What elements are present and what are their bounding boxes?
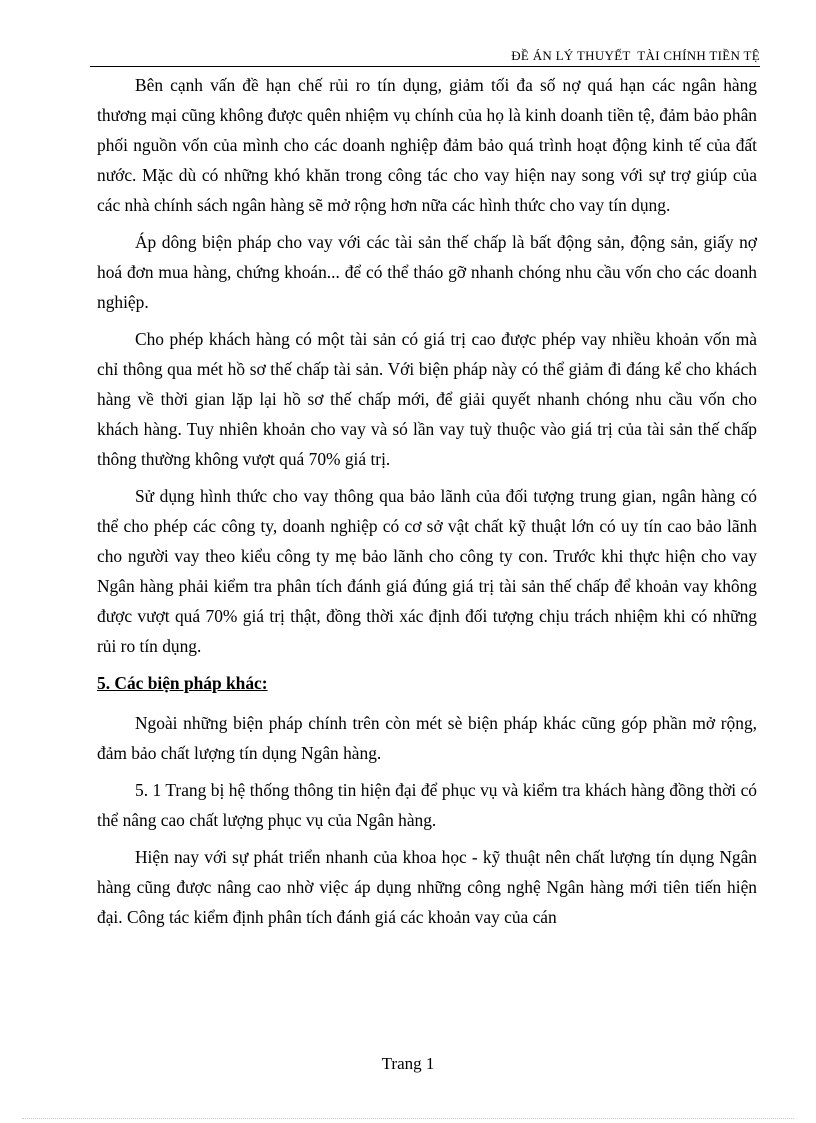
paragraph-other-measures: Ngoài những biện pháp chính trên còn mét sè biện pháp khác cũng góp phần mở rộng, đảm bảo chất lượng tín dụng Ngân hàng. [97, 713, 757, 763]
paragraph-information-system: 5. 1 Trang bị hệ thống thông tin hiện đại để phục vụ và kiểm tra khách hàng đồng thời có thể nâng cao chất lượng phục vụ của Ngân hàng. [97, 780, 757, 830]
paragraph-credit-expansion: Bên cạnh vấn đề hạn chế rủi ro tín dụng, giảm tối đa số nợ quá hạn các ngân hàng thương mại cũng không được quên nhiệm vụ chính của họ là kinh doanh tiền tệ, đảm bảo phân phối nguồn vốn của mình cho các doanh nghiệp đảm bảo quá trình hoạt động kinh tế của đất nước. Mặc dù có những khó khăn trong công tác cho vay hiện nay song với sự trợ giúp của các nhà chính sách ngân hàng sẽ mở rộng hơn nữa các hình thức cho vay tín dụng. [97, 75, 757, 215]
paragraph-technology: Hiện nay với sự phát triển nhanh của khoa học - kỹ thuật nên chất lượng tín dụng Ngân hàng cũng được nâng cao nhờ việc áp dụng những công nghệ Ngân hàng mới tiên tiến hiện đại. Công tác kiểm định phân tích đánh giá các khoản vay của cán [97, 847, 757, 927]
page-header [90, 46, 760, 67]
document-body [97, 70, 757, 939]
paragraph-single-mortgage: Cho phép khách hàng có một tài sản có giá trị cao được phép vay nhiều khoản vốn mà chỉ thông qua mét hồ sơ thế chấp tài sản. Với biện pháp này có thể giảm đi đáng kể cho khách hàng về thời gian lặp lại hồ sơ thế chấp mới, để giải quyết nhanh chóng nhu cầu vốn cho khách hàng. Tuy nhiên khoản cho vay và só lần vay tuỳ thuộc vào giá trị của tài sản thế chấp thông thường không vượt quá 70% giá trị. [97, 329, 757, 469]
page-bottom-divider [22, 1118, 794, 1119]
page-number: Trang 1 [381, 1054, 435, 1073]
document-title: ĐỀ ÁN LÝ THUYẾT TÀI CHÍNH TIỀN TỆ [511, 48, 760, 63]
section-heading: 5. Các biện pháp khác: [97, 673, 268, 693]
paragraph-collateral-loans: Áp dông biện pháp cho vay với các tài sản thế chấp là bất động sản, động sản, giấy nợ hoá đơn mua hàng, chứng khoán... để có thể tháo gỡ nhanh chóng nhu cầu vốn cho các doanh nghiệp. [97, 232, 757, 312]
paragraph-guarantee-loans: Sử dụng hình thức cho vay thông qua bảo lãnh của đối tượng trung gian, ngân hàng có thể cho phép các công ty, doanh nghiệp có cơ sở vật chất kỹ thuật lớn có uy tín cao bảo lãnh cho người vay theo kiểu công ty mẹ bảo lãnh cho công ty con. Trước khi thực hiện cho vay Ngân hàng phải kiểm tra phân tích đánh giá đúng giá trị tài sản thế chấp để khoản vay không được vượt quá 70% giá trị thật, đồng thời xác định đối tượng chịu trách nhiệm khi có những rủi ro tín dụng. [97, 486, 757, 656]
